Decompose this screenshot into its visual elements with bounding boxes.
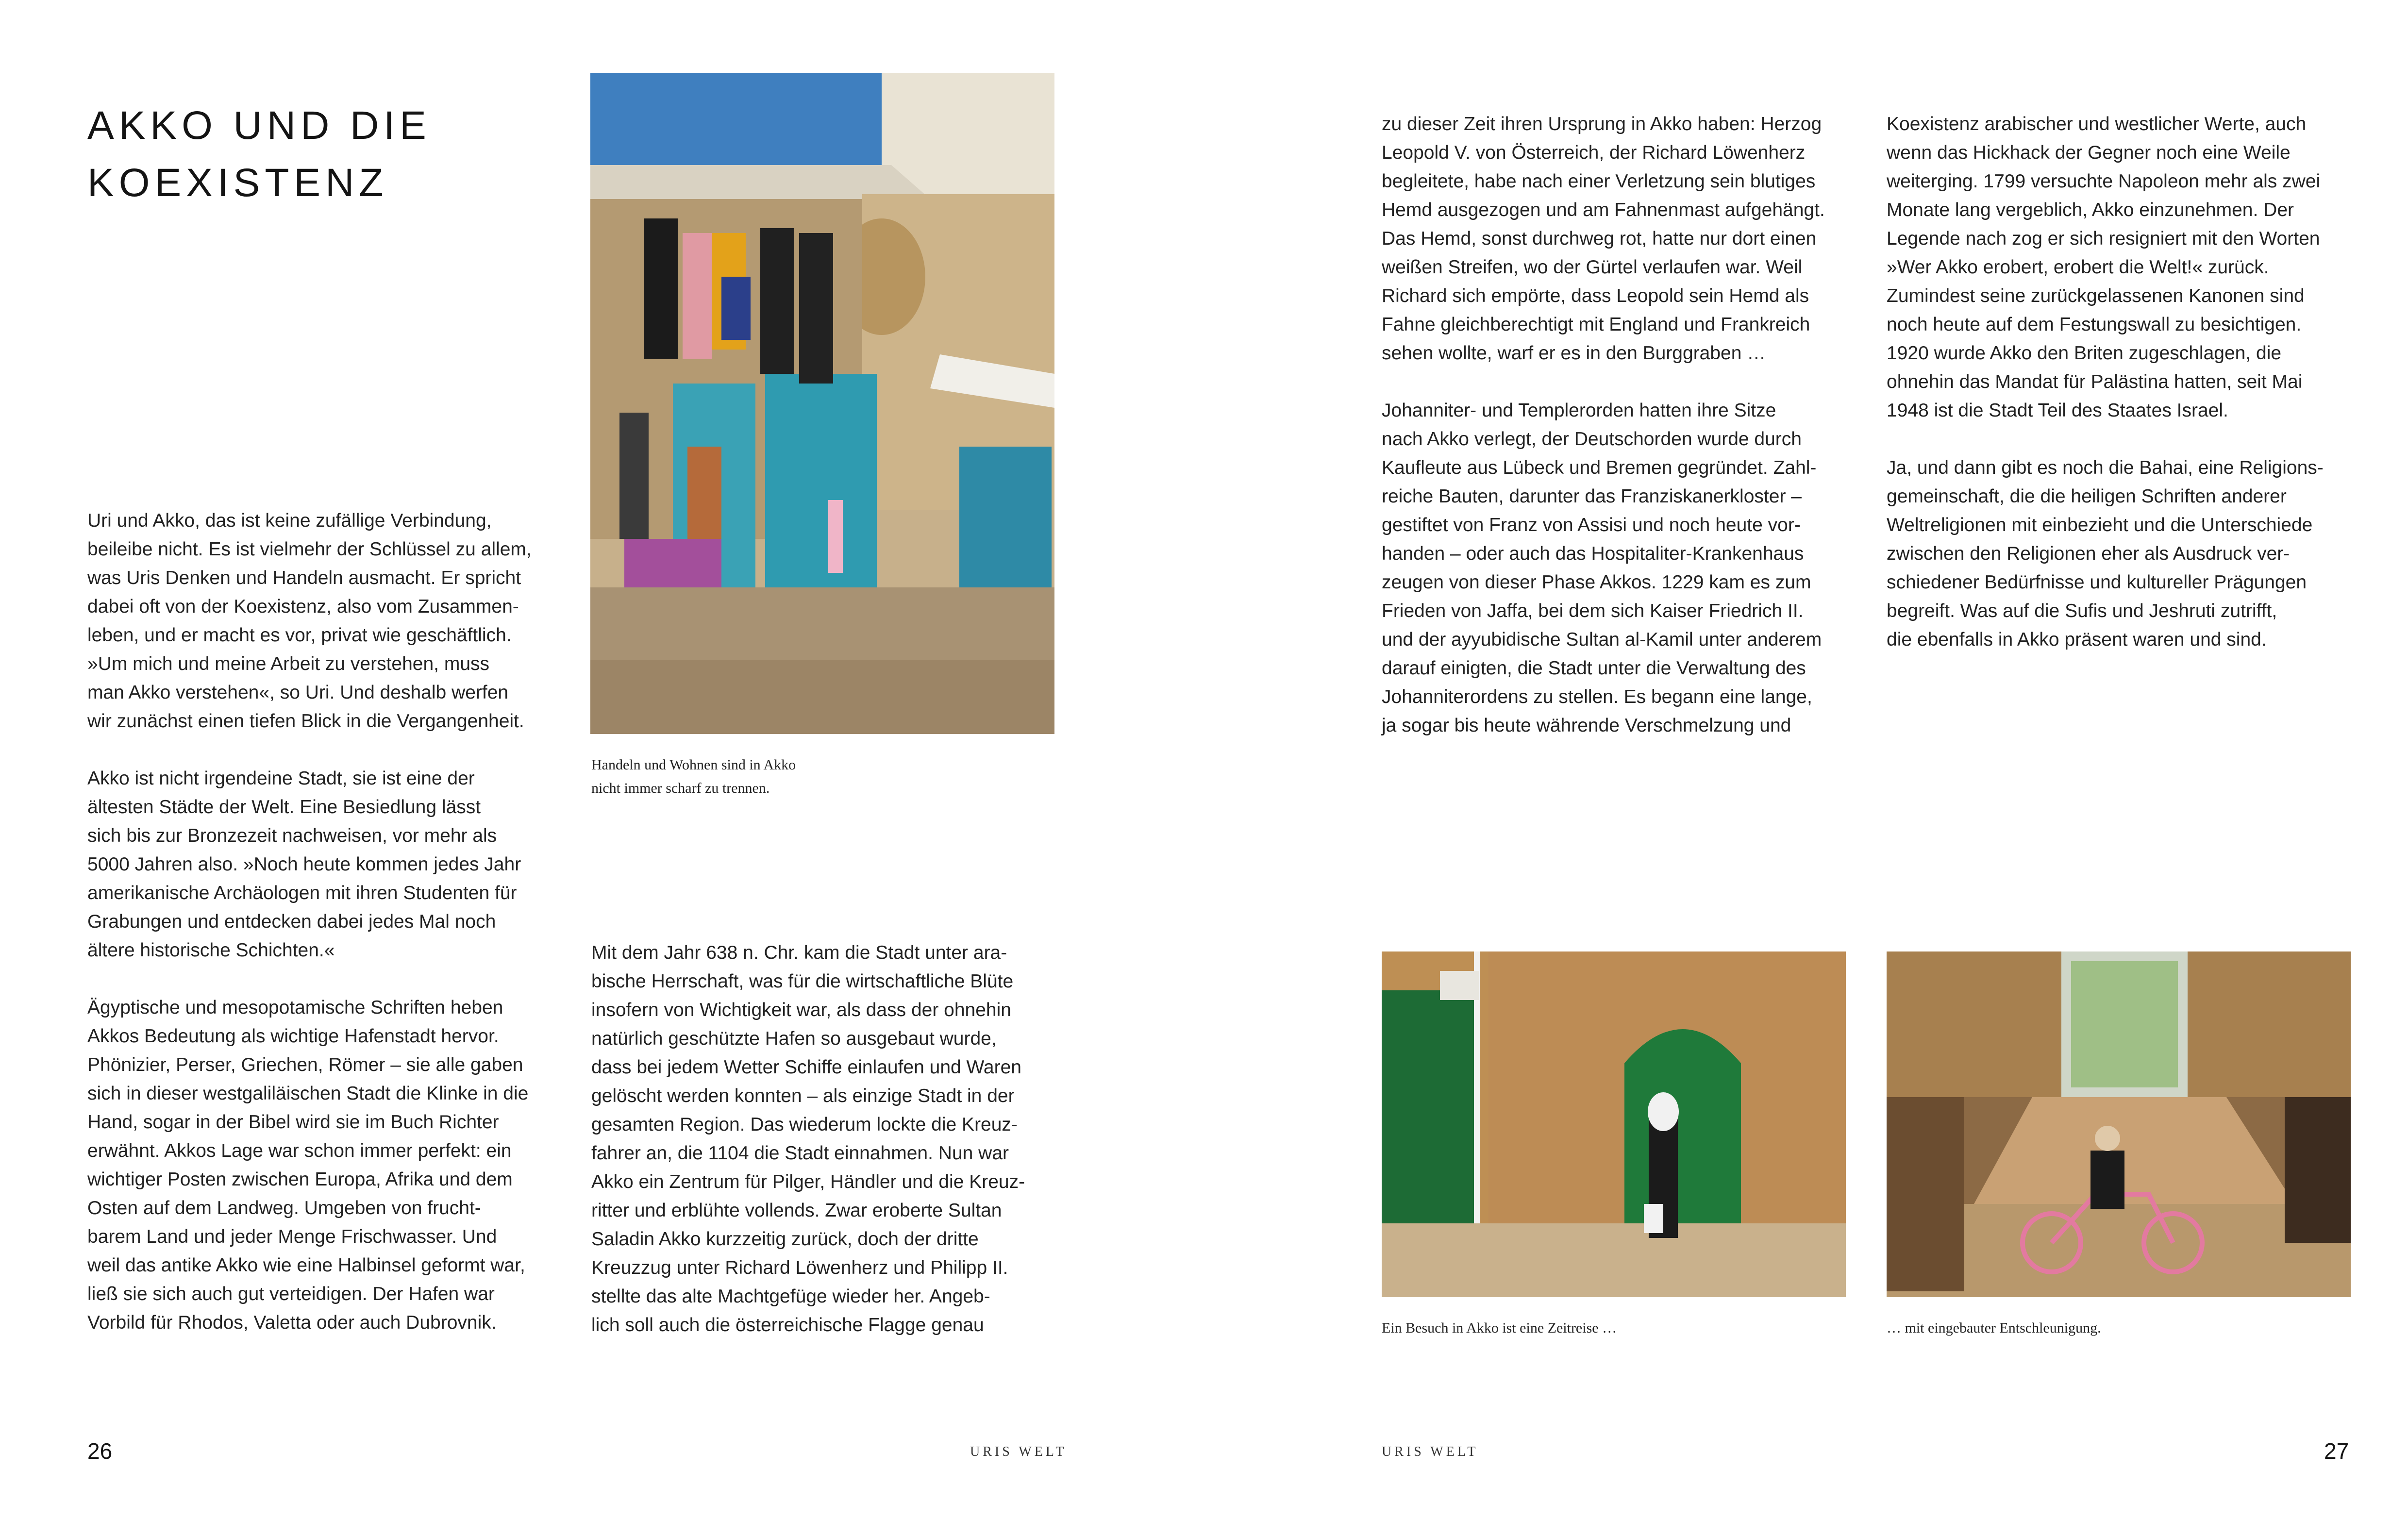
green-door-photo [1382,951,1846,1297]
page-number-right: 27 [2324,1438,2349,1464]
chapter-title [87,97,524,212]
paragraph: Koexistenz arabischer und westlicher Werte, auch wenn das Hickhack der Gegner noch eine Weile weiterging. 1799 versuchte Napoleon mehr als zwei Monate lang vergeblich, Akko einzunehmen. Der Legende nach zog er sich resigniert mit den Worten »Wer Akko erobert, erobert die Welt!« zurück. Zumindest seine zurückgelassenen Kanonen sind noch heute auf dem Festungswall zu besichtigen. 1920 wurde Akko den Briten zugeschlagen, die ohnehin das Mandat für Palästina hatten, seit Mai 1948 ist die Stadt Teil des Staates Israel. [1887,114,2321,421]
title-line: AKKO UND DIE [87,103,431,148]
title-line: KOEXISTENZ [87,161,388,205]
bicycle-stairs-photo [1887,951,2351,1297]
running-head-left: URIS WELT [970,1444,1067,1459]
text-column-4 [1887,110,2353,654]
text-column-1 [87,506,553,1337]
paragraph: Ägyptische und mesopotamische Schriften heben Akkos Bedeutung als wichtige Hafenstadt hervor. Phönizier, Perser, Griechen, Römer – sie alle gaben sich in dieser westgaliläischen Stadt die Klinke in die Hand, sogar in der Bibel wird sie im Buch Richter erwähnt. Akkos Lage war schon immer perfekt: ein wichtiger Posten zwischen Europa, Afrika und dem Osten auf dem Landweg. Umgeben von frucht- barem Land und jeder Menge Frischwasser. Und weil das antike Akko wie eine Halbinsel geformt war, ließ sie sich auch gut verteidigen. Der Hafen war Vorbild für Rhodos, Valetta oder auch Dubrovnik. [87,997,529,1333]
paragraph: zu dieser Zeit ihren Ursprung in Akko haben: Herzog Leopold V. von Österreich, der Richard Löwenherz begleitete, habe nach einer Verletzung sein blutiges Hemd ausgezogen und am Fahnenmast aufgehängt. Das Hemd, sonst durchweg rot, hatte nur dort einen weißen Streifen, wo der Gürtel verlaufen war. Weil Richard sich empörte, dass Leopold sein Hemd als Fahne gleichberechtigt mit England und Frankreich sehen wollte, warf er es in den Burggraben … [1382,114,1825,364]
market-street-photo [590,73,1054,734]
photo-caption: Handeln und Wohnen sind in Akko nicht immer scharf zu trennen. [591,757,796,796]
text-column-2 [591,938,1057,1339]
running-head-right: URIS WELT [1382,1444,1479,1459]
paragraph: Johanniter- und Templerorden hatten ihre Sitze nach Akko verlegt, der Deutschorden wurde durch Kaufleute aus Lübeck und Bremen gegründet. Zahl- reiche Bauten, darunter das Franziskanerkloster – gestiftet von Franz von Assisi und noch heute vor- handen – oder auch das Hospitaliter-Krankenhaus zeugen von dieser Phase Akkos. 1229 kam es zum Frieden von Jaffa, bei dem sich Kaiser Friedrich II. und der ayyubidische Sultan al-Kamil unter anderem darauf einigten, die Stadt unter die Verwaltung des Johanniterordens zu stellen. Es begann eine lange, ja sogar bis heute währende Verschmelzung und [1382,400,1822,736]
paragraph: Mit dem Jahr 638 n. Chr. kam die Stadt unter ara- bische Herrschaft, was für die wirtschaftliche Blüte insofern von Wichtigkeit war, als dass der ohnehin natürlich geschützte Hafen so ausgebaut wurde, dass bei jedem Wetter Schiffe einlaufen und Waren gelöscht werden konnten – als einzige Stadt in der gesamten Region. Das wiederum lockte die Kreuz- fahrer an, die 1104 die Stadt einnahmen. Nun war Akko ein Zentrum für Pilger, Händler und die Kreuz- ritter und erblühte vollends. Zwar eroberte Sultan Saladin Akko kurzzeitig zurück, doch der dritte Kreuzzug unter Richard Löwenherz und Philipp II. stellte das alte Machtgefüge wieder her. Angeb- lich soll auch die österreichische Flagge genau [591,942,1025,1335]
paragraph: Ja, und dann gibt es noch die Bahai, eine Religions- gemeinschaft, die die heiligen Schriften anderer Weltreligionen mit einbezieht und die Unterschiede zwischen den Religionen eher als Ausdruck ver- schiedener Bedürfnisse und kultureller Prägungen begreift. Was auf die Sufis und Jeshruti zutrifft, die ebenfalls in Akko präsent waren und sind. [1887,457,2324,650]
text-column-3 [1382,110,1848,740]
paragraph: Akko ist nicht irgendeine Stadt, sie ist eine der ältesten Städte der Welt. Eine Besiedlung lässt sich bis zur Bronzezeit nachweisen, vor mehr als 5000 Jahren also. »Noch heute kommen jedes Jahr amerikanische Archäologen mit ihren Studenten für Grabungen und entdecken dabei jedes Mal noch ältere historische Schichten.« [87,768,521,961]
photo-caption-right: … mit eingebauter Entschleunigung. [1887,1320,2101,1336]
paragraph: Uri und Akko, das ist keine zufällige Verbindung, beileibe nicht. Es ist vielmehr der Schlüssel zu allem, was Uris Denken und Handeln ausmacht. Er spricht dabei oft von der Koexistenz, also vom Zusammen- leben, und er macht es vor, privat wie geschäftlich. »Um mich und meine Arbeit zu verstehen, muss man Akko verstehen«, so Uri. Und deshalb werfen wir zunächst einen tiefen Blick in die Vergangenheit. [87,510,532,732]
page-number-left: 26 [87,1438,113,1464]
photo-caption-left: Ein Besuch in Akko ist eine Zeitreise … [1382,1320,1617,1336]
